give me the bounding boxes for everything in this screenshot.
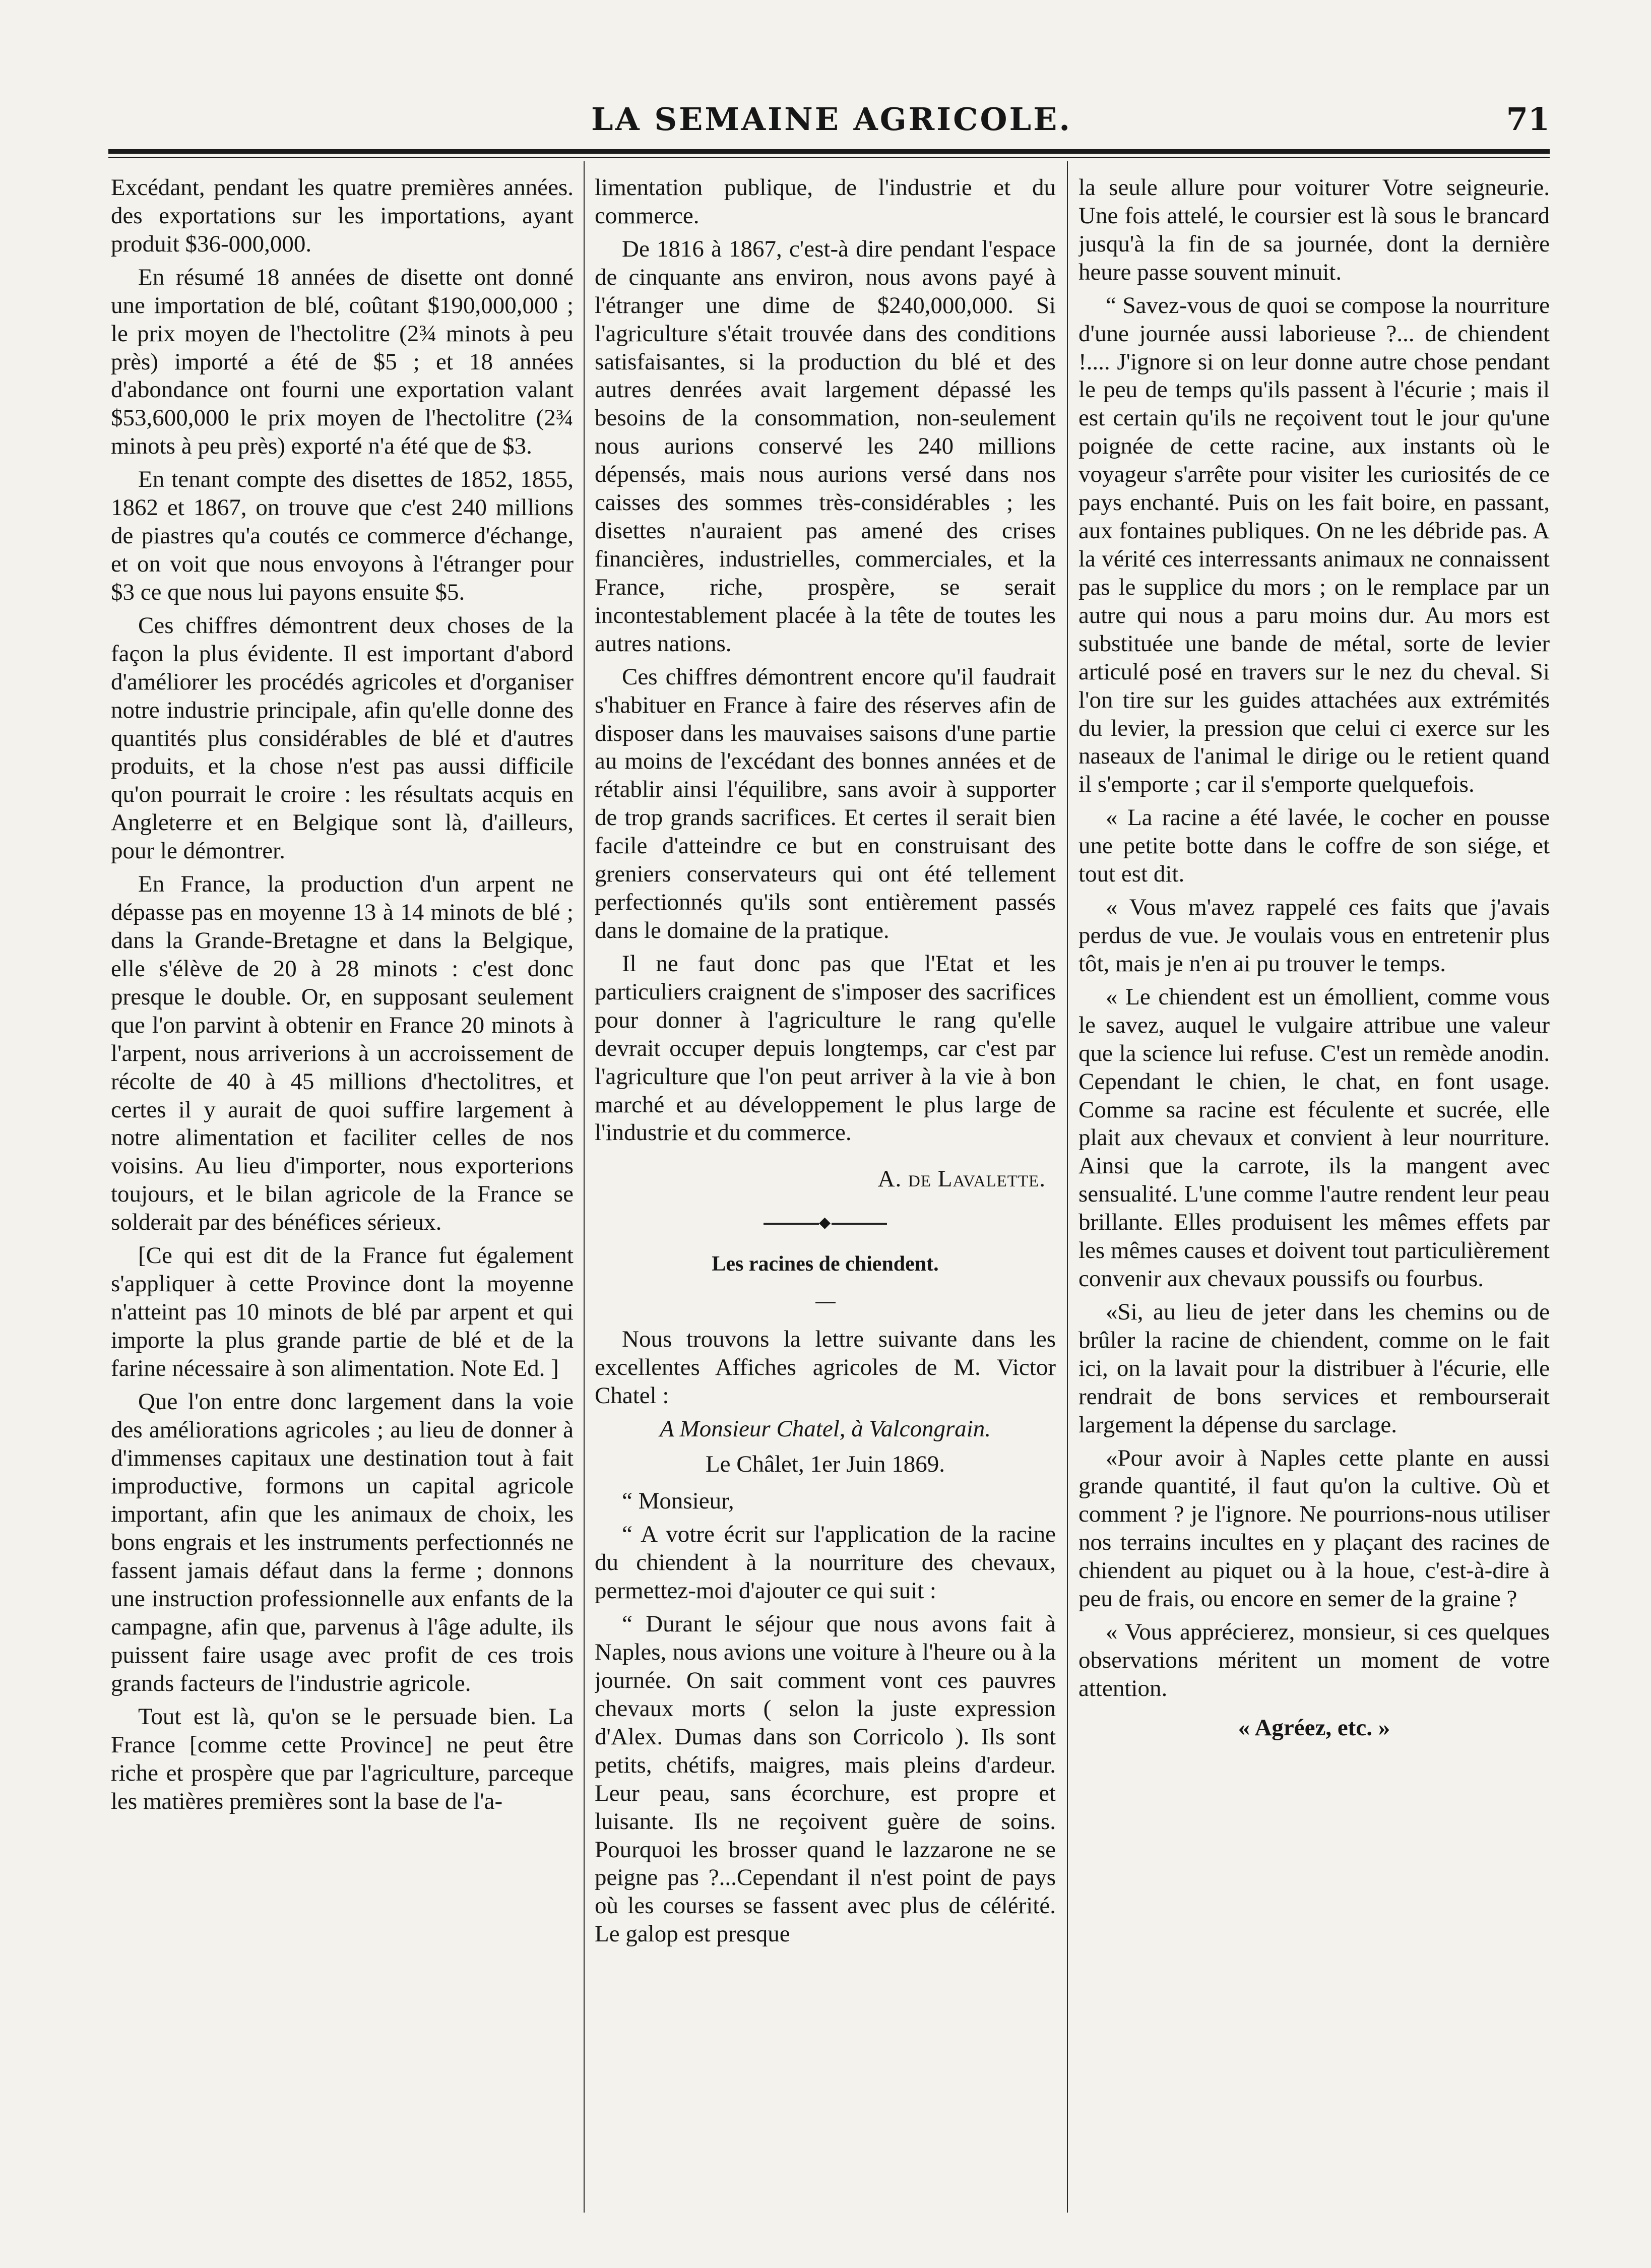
paragraph: « Vous apprécierez, monsieur, si ces quelques observations méritent un moment de votre attention.	[1078, 1619, 1550, 1702]
header-rule-thin	[108, 157, 1550, 158]
paragraph: Tout est là, qu'on se le persuade bien. La France [comme cette Province] ne peut être riche et prospère que par l'agriculture, parceque les matières premières sont la base de l'a-	[111, 1703, 574, 1814]
paragraph: Ces chiffres démontrent encore qu'il faudrait s'habituer en France à faire des réserves afin de disposer dans les mauvaises saisons d'une partie au moins de l'excédant des bonnes années et de rétablir ainsi l'équilibre, sans avoir à supporter de trop grands sacrifices. Et certes il serait bien facile d'atteindre ce but en construisant des greniers conservateurs qui ont été tellement perfectionnés qu'ils sont entièrement passés dans le domaine de la pratique.	[595, 663, 1056, 943]
column-3	[1078, 174, 1550, 2215]
title-dash	[595, 1282, 1056, 1310]
paragraph: Ces chiffres démontrent deux choses de la façon la plus évidente. Il est important d'abord d'améliorer les procédés agricoles et d'organiser notre industrie principale, afin qu'elle donne des quantités plus considérables de blé et d'autres produits, et la chose n'est pas aussi difficile qu'on pourrait le croire : les résultats acquis en Angleterre et en Belgique sont là, d'ailleurs, pour le démontrer.	[111, 612, 574, 864]
paragraph: “ A votre écrit sur l'application de la racine du chiendent à la nourriture des chevaux, permettez-moi d'ajouter ce qui suit :	[595, 1521, 1056, 1604]
paragraph: En France, la production d'un arpent ne dépasse pas en moyenne 13 à 14 minots de blé ; dans la Grande-Bretagne et dans la Belgique, elle s'élève de 20 à 28 minots : c'est donc presque le double. Or, en supposant seulement que l'on parvint à obtenir en France 20 minots à l'arpent, nous arriverions à un accroissement de récolte de 40 à 45 millions d'hectolitres, et certes il y aurait de quoi suffire largement à notre alimentation et faciliter celles de nos voisins. Au lieu d'importer, nous exporterions toujours, et le bilan agricole de la France se solderait par des bénéfices sérieux.	[111, 871, 574, 1236]
column-1	[111, 174, 574, 2215]
section-title: Les racines de chiendent.	[712, 1252, 939, 1276]
letter-dateline: Le Châlet, 1er Juin 1869.	[705, 1451, 945, 1477]
paragraph: Il ne faut donc pas que l'Etat et les particuliers craignent de s'imposer des sacrifices pour donner à l'agriculture le rang qu'elle devrait occuper depuis longtemps, car c'est par l'agriculture que l'on peut arriver à la vie à bon marché et au développement le plus large de l'industrie et du commerce.	[595, 950, 1056, 1146]
paragraph: «Si, au lieu de jeter dans les chemins ou de brûler la racine de chiendent, comme on le fait ici, on la lavait pour la distribuer à l'écurie, elle rendrait de bons services et rembourserait largement la dépense du sarclage.	[1078, 1298, 1550, 1438]
paragraph: De 1816 à 1867, c'est-à dire pendant l'espace de cinquante ans environ, nous avons payé à l'étranger une dime de $240,000,000. Si l'agriculture s'était trouvée dans des conditions satisfaisantes, si la production du blé et des autres denrées avait largement dépassé les besoins de la consommation, non-seulement nous aurions conservé les 240 millions dépensés, mais nous aurions versé dans nos caisses des sommes très-considérables ; les disettes n'auraient pas amené des crises financières, industrielles, commerciales, et la France, riche, prospère, se serait incontestablement placée à la tête de toutes les autres nations.	[595, 235, 1056, 657]
paragraph: « Le chiendent est un émollient, comme vous le savez, auquel le vulgaire attribue une valeur que la science lui refuse. C'est un remède anodin. Cependant le chien, le chat, en font usage. Comme sa racine est féculente et sucrée, elle plait aux chevaux et convient à leur nourriture. Ainsi que la carrote, ils la mangent avec sensualité. L'une comme l'autre rendent leur peau brillante. Elles produisent les mêmes effets par les mêmes causes et doivent tout particulièrement convenir aux chevaux poussifs ou fourbus.	[1078, 983, 1550, 1292]
journal-title: LA SEMAINE AGRICOLE.	[591, 101, 1072, 138]
header-rule-thick	[108, 149, 1550, 154]
page-number: 71	[1506, 101, 1550, 138]
paragraph: limentation publique, de l'industrie et du commerce.	[595, 174, 1056, 229]
paragraph: En tenant compte des disettes de 1852, 1855, 1862 et 1867, on trouve que c'est 240 millions de piastres qu'a coutés ce commerce d'échange, et on voit que nous envoyons à l'étranger pour $3 ce que nous lui payons ensuite $5.	[111, 466, 574, 605]
paragraph: En résumé 18 années de disette ont donné une importation de blé, coûtant $190,000,000 ; le prix moyen de l'hectolitre (2¾ minots à peu près) importé a été de $5 ; et 18 années d'abondance ont fourni une exportation valant $53,600,000 le prix moyen de l'hectolitre (2¾ minots à peu près) exporté n'a été que de $3.	[111, 264, 574, 460]
article-divider: ◆	[595, 1214, 1056, 1232]
letter-salutation: “ Monsieur,	[622, 1488, 734, 1515]
paragraph: « La racine a été lavée, le cocher en pousse une petite botte dans le coffre de son siége, et tout est dit.	[1078, 804, 1550, 888]
paragraph: “ Durant le séjour que nous avons fait à Naples, nous avions une voiture à l'heure ou à la journée. On sait comment vont ces pauvres chevaux morts ( selon la juste expression d'Alex. Dumas dans son Corricolo ). Ils sont petits, chétifs, maigres, mais pleins d'ardeur. Leur peau, sans écorchure, est propre et luisante. Ils ne reçoivent guère de soins. Pourquoi les brosser quand le lazzarone ne se peigne pas ?...Cependant il n'est point de pays où les courses se fassent avec plus de célérité. Le galop est presque	[595, 1611, 1056, 1947]
column-2	[595, 174, 1056, 2215]
paragraph: Excédant, pendant les quatre premières années. des exportations sur les importations, ayant produit $36-000,000.	[111, 174, 574, 257]
paragraph: « Vous m'avez rappelé ces faits que j'avais perdus de vue. Je voulais vous en entretenir plus tôt, mais je n'en ai pu trouver le temps.	[1078, 894, 1550, 977]
article-signature: A. de Lavalette.	[877, 1166, 1046, 1192]
column-divider	[584, 161, 585, 2213]
column-divider	[1067, 161, 1068, 2213]
paragraph: Que l'on entre donc largement dans la voie des améliorations agricoles ; au lieu de donner à d'immenses capitaux une destination tout à fait improductive, formons un capital agricole important, afin que les animaux de choix, les bons engrais et les instruments perfectionnés ne fassent jamais défaut dans la ferme ; donnons une instruction professionnelle aux enfants de la campagne, afin que, parvenus à l'âge adulte, ils puissent faire usage avec profit de ces trois grands facteurs de l'industrie agricole.	[111, 1388, 574, 1696]
paragraph: «Pour avoir à Naples cette plante en aussi grande quantité, il faut qu'on la cultive. Où et comment ? je l'ignore. Ne pourrions-nous utiliser nos terrains incultes en y plaçant des racines de chiendent au piquet ou à la houe, c'est-à-dire à peu de frais, ou encore en semer de la graine ?	[1078, 1444, 1550, 1612]
letter-address: A Monsieur Chatel, à Valcongrain.	[659, 1415, 991, 1442]
letter-closing: « Agréez, etc. »	[1238, 1714, 1390, 1741]
intro-paragraph: Nous trouvons la lettre suivante dans les excellentes Affiches agricoles de M. Victor Chatel :	[595, 1326, 1056, 1409]
editor-note: [Ce qui est dit de la France fut également s'appliquer à cette Province dont la moyenne n'atteint pas 10 minots de blé par arpent et qui importe la plus grande partie de blé et de la farine nécessaire à son alimentation. Note Ed. ]	[111, 1242, 574, 1381]
paragraph: “ Savez-vous de quoi se compose la nourriture d'une journée aussi laborieuse ?... de chiendent !.... J'ignore si on leur donne autre chose pendant le peu de temps qu'ils passent à l'écurie ; mais il est certain qu'ils ne reçoivent tout le jour qu'une poignée de cette racine, aux instants où le voyageur s'arrête pour visiter les curiosités de ce pays enchanté. Puis on les fait boire, en passant, aux fontaines publiques. On ne les débride pas. A la vérité ces interressants animaux ne connaissent pas le supplice du mors ; on le remplace par un autre qui nous a paru moins dur. Au mors est substituée une bande de métal, sorte de levier articulé posé en travers sur le nez du cheval. Si l'on tire sur les guides attachées aux extrémités du levier, la pression que celui ci exerce sur les naseaux de l'animal le dirige ou le retient quand il s'emporte ; car il s'emporte quelquefois.	[1078, 292, 1550, 798]
paragraph: la seule allure pour voiturer Votre seigneurie. Une fois attelé, le coursier est là sous le brancard jusqu'à la fin de sa journée, dont la dernière heure passe souvent minuit.	[1078, 174, 1550, 285]
page-header	[113, 101, 1550, 149]
